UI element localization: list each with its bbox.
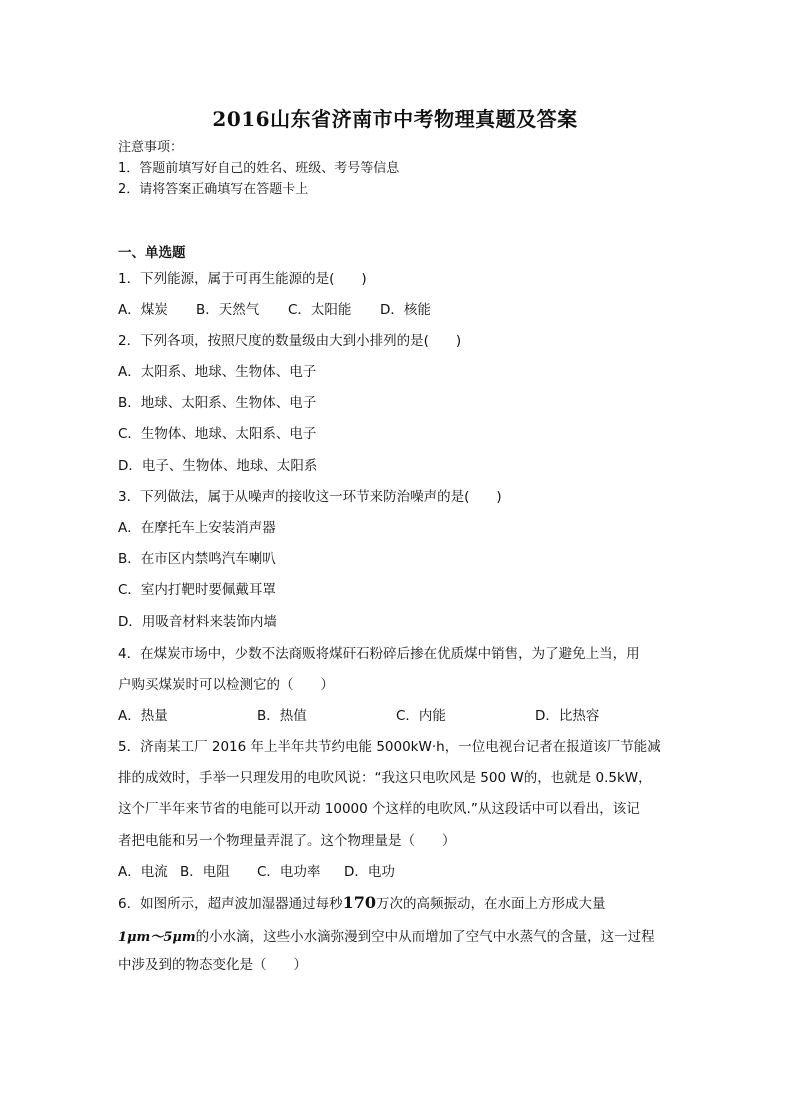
stem-text: 6．如图所示，超声波加湿器通过每秒 — [118, 896, 343, 912]
option: B．在市区内禁鸣汽车喇叭 — [118, 551, 276, 567]
question-stem: 排的成效时，手举一只理发用的电吹风说：“我这只电吹风是 500 W的，也就是 0.5kW， — [118, 770, 652, 786]
notice-item: 1．答题前填写好自己的姓名、班级、考号等信息 — [118, 161, 400, 176]
size-range: 1μm～5μm — [118, 930, 196, 945]
option: C．内能 — [396, 708, 446, 724]
question-stem — [118, 894, 606, 913]
question-stem: 3．下列做法，属于从噪声的接收这一环节来防治噪声的是( ) — [118, 489, 502, 505]
frequency-value: 170 — [342, 893, 376, 912]
option: B．地球、太阳系、生物体、电子 — [118, 395, 317, 411]
stem-text: 的小水滴，这些小水滴弥漫到空中从而增加了空气中水蒸气的含量，这一过程 — [195, 929, 655, 945]
question-stem: 户购买煤炭时可以检测它的（ ） — [118, 677, 334, 693]
option: D．核能 — [380, 302, 431, 318]
option: B．电阻 — [180, 864, 230, 880]
option: D．用吸音材料来装饰内墙 — [118, 614, 277, 630]
option: A．在摩托车上安装消声器 — [118, 520, 276, 536]
option: D．电子、生物体、地球、太阳系 — [118, 458, 318, 474]
option: C．电功率 — [257, 864, 321, 880]
option: B．天然气 — [196, 302, 260, 318]
option-row — [118, 863, 395, 881]
question-stem: 2．下列各项，按照尺度的数量级由大到小排列的是( ) — [118, 333, 462, 349]
option: C．室内打靶时要佩戴耳罩 — [118, 582, 276, 598]
page-title: 2016山东省济南市中考物理真题及答案 — [212, 107, 578, 131]
stem-text: 万次的高频振动，在水面上方形成大量 — [376, 896, 606, 912]
option-row — [118, 707, 599, 725]
question-stem: 5．济南某工厂 2016 年上半年共节约电能 5000kW·h，一位电视台记者在报道该厂节能减 — [118, 739, 661, 755]
option: A．太阳系、地球、生物体、电子 — [118, 364, 317, 380]
question-stem: 这个厂半年来节省的电能可以开动 10000 个这样的电吹风.”从这段话中可以看出，该记 — [118, 801, 640, 817]
option: D．电功 — [344, 864, 395, 880]
option: A．电流 — [118, 864, 168, 880]
question-stem: 者把电能和另一个物理量弄混了。这个物理量是（ ） — [118, 833, 456, 849]
question-stem: 4．在煤炭市场中，少数不法商贩将煤矸石粉碎后掺在优质煤中销售，为了避免上当，用 — [118, 646, 640, 662]
question-stem: 中涉及到的物态变化是（ ） — [118, 957, 307, 973]
section-title: 一、单选题 — [118, 245, 186, 261]
question-stem: 1．下列能源，属于可再生能源的是( ) — [118, 271, 367, 287]
option: B．热值 — [257, 708, 307, 724]
option: A．煤炭 — [118, 302, 168, 318]
notice-item: 2．请将答案正确填写在答题卡上 — [118, 182, 309, 197]
option-row — [118, 301, 431, 319]
question-stem — [118, 928, 655, 947]
notice-heading: 注意事项： — [118, 140, 184, 155]
option: D．比热容 — [535, 708, 600, 724]
option: C．太阳能 — [288, 302, 352, 318]
option: A．热量 — [118, 708, 168, 724]
option: C．生物体、地球、太阳系、电子 — [118, 426, 317, 442]
